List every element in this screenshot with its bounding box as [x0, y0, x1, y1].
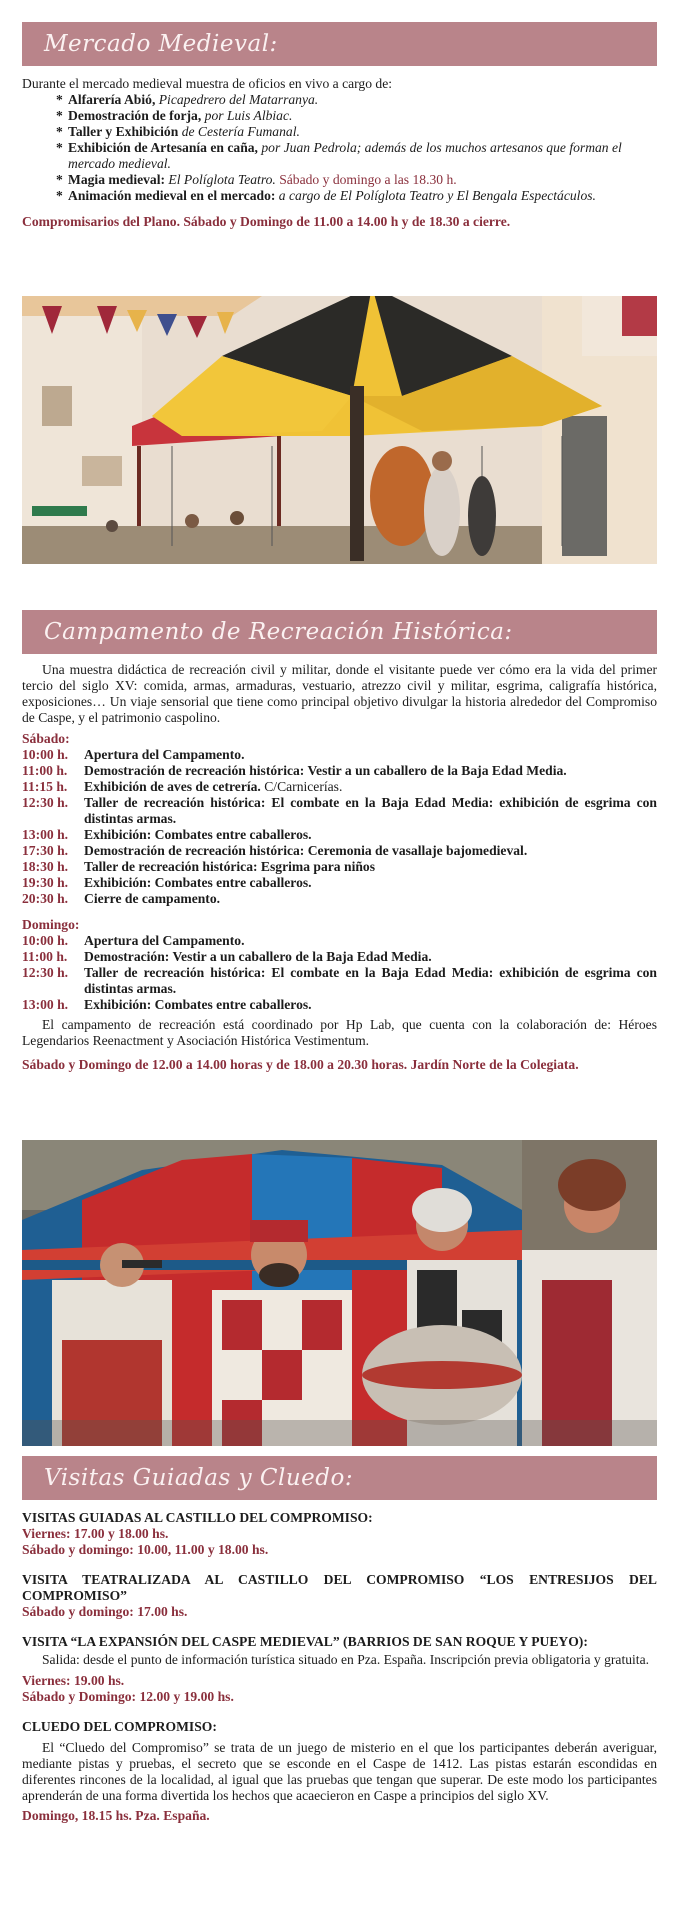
schedule-row: 12:30 h. Taller de recreación histórica: El combate en la Baja Edad Media: exhibición de esgrima con distintas armas. — [22, 965, 657, 996]
visita-castillo-times: Viernes: 17.00 y 18.00 hs. — [22, 1526, 169, 1541]
section-title: Campamento de Recreación Histórica: — [44, 619, 513, 645]
campamento-content — [22, 662, 657, 1073]
visitas-content — [22, 1510, 657, 1824]
list-item: * Demostración de forja, por Luis Albiac. — [22, 108, 657, 124]
list-item: * Exhibición de Artesanía en caña, por Juan Pedrola; además de los muchos artesanos que forman el mercado medieval. — [22, 140, 657, 172]
visita-castillo-times: Sábado y domingo: 10.00, 11.00 y 18.00 hs. — [22, 1542, 269, 1557]
section-title: Visitas Guiadas y Cluedo: — [44, 1465, 354, 1491]
mercado-content — [22, 76, 657, 230]
visita-expansion-title: VISITA “LA EXPANSIÓN DEL CASPE MEDIEVAL” (BARRIOS DE SAN ROQUE Y PUEYO): — [22, 1634, 588, 1649]
musicians-photo — [22, 1140, 657, 1446]
visita-castillo-title: VISITAS GUIADAS AL CASTILLO DEL COMPROMISO: — [22, 1510, 373, 1525]
schedule-row: 10:00 h. Apertura del Campamento. — [22, 933, 245, 948]
list-item: * Alfarería Abió, Picapedrero del Matarranya. — [22, 92, 657, 108]
saturday-label: Sábado: — [22, 731, 70, 746]
saturday-schedule — [22, 747, 657, 907]
cluedo-text: El “Cluedo del Compromiso” se trata de un juego de misterio en el que los participantes deberán averiguar, mediante pistas y pruebas, el secreto que se esconde en el Caspe de 1412. Las pistas estarán escondidas en diferentes rincones de la localidad, al igual que las pruebas que tengan que superar. De este modo los participantes aprenderán de una forma divertida los hechos que acaecieron en Caspe a principios del siglo XV. — [22, 1740, 657, 1803]
schedule-row: 18:30 h. Taller de recreación histórica: Esgrima para niños — [22, 859, 375, 874]
section-banner-campamento — [22, 610, 657, 654]
schedule-row: 11:00 h. Demostración de recreación histórica: Vestir a un caballero de la Baja Edad Media. — [22, 763, 567, 778]
cluedo-title: CLUEDO DEL COMPROMISO: — [22, 1719, 217, 1734]
schedule-row: 11:00 h. Demostración: Vestir a un caballero de la Baja Edad Media. — [22, 949, 432, 964]
schedule-row: 13:00 h. Exhibición: Combates entre caballeros. — [22, 827, 312, 842]
musicians-image — [22, 1140, 657, 1446]
visita-teatralizada-times: Sábado y domingo: 17.00 hs. — [22, 1604, 188, 1619]
section-title: Mercado Medieval: — [44, 31, 278, 57]
visita-expansion-times: Sábado y Domingo: 12.00 y 19.00 hs. — [22, 1689, 234, 1704]
schedule-row: 11:15 h. Exhibición de aves de cetrería. C/Carnicerías. — [22, 779, 343, 794]
campamento-location: Sábado y Domingo de 12.00 a 14.00 horas y de 18.00 a 20.30 horas. Jardín Norte de la Colegiata. — [22, 1057, 579, 1072]
visita-expansion-times: Viernes: 19.00 hs. — [22, 1673, 125, 1688]
sunday-schedule — [22, 933, 657, 1013]
schedule-row: 20:30 h. Cierre de campamento. — [22, 891, 221, 906]
oficios-list — [22, 92, 657, 204]
schedule-row: 19:30 h. Exhibición: Combates entre caballeros. — [22, 875, 312, 890]
list-item: * Animación medieval en el mercado: a cargo de El Políglota Teatro y El Bengala Espectáculos. — [22, 188, 657, 204]
cluedo-time: Domingo, 18.15 hs. Pza. España. — [22, 1808, 210, 1823]
campamento-intro: Una muestra didáctica de recreación civil y militar, donde el visitante puede ver cómo era la vida del primer tercio del siglo XV: comida, armas, armaduras, vestuario, atrezzo civil y militar, esgrima, caligrafía histórica, exposiciones… Un viaje sensorial que tiene como principal objetivo divulgar la historia alrededor del Compromiso de Caspe, y el patrimonio caspolino. — [22, 662, 657, 725]
schedule-row: 10:00 h. Apertura del Campamento. — [22, 747, 245, 762]
schedule-row: 13:00 h. Exhibición: Combates entre caballeros. — [22, 997, 312, 1012]
section-banner-visitas — [22, 1456, 657, 1500]
list-item: * Magia medieval: El Políglota Teatro. Sábado y domingo a las 18.30 h. — [22, 172, 657, 188]
visita-expansion-text: Salida: desde el punto de información turística situado en Pza. España. Inscripción previa obligatoria y gratuita. — [42, 1652, 650, 1667]
list-item: * Taller y Exhibición de Cestería Fumanal. — [22, 124, 657, 140]
visita-teatralizada-title: VISITA TEATRALIZADA AL CASTILLO DEL COMPROMISO “LOS ENTRESIJOS DEL COMPROMISO” — [22, 1572, 657, 1603]
section-banner-mercado — [22, 22, 657, 66]
mercado-intro: Durante el mercado medieval muestra de oficios en vivo a cargo de: — [22, 76, 393, 91]
coordination-text: El campamento de recreación está coordinado por Hp Lab, que cuenta con la colaboración de: Héroes Legendarios Reenactment y Asociación Histórica Vestimentum. — [22, 1017, 657, 1048]
carousel-photo — [22, 296, 657, 564]
carousel-image — [22, 296, 657, 564]
schedule-row: 17:30 h. Demostración de recreación histórica: Ceremonia de vasallaje bajomedieval. — [22, 843, 528, 858]
sunday-label: Domingo: — [22, 917, 80, 932]
mercado-location: Compromisarios del Plano. Sábado y Domingo de 11.00 a 14.00 h y de 18.30 a cierre. — [22, 214, 511, 229]
schedule-row: 12:30 h. Taller de recreación histórica: El combate en la Baja Edad Media: exhibición de esgrima con distintas armas. — [22, 795, 657, 826]
